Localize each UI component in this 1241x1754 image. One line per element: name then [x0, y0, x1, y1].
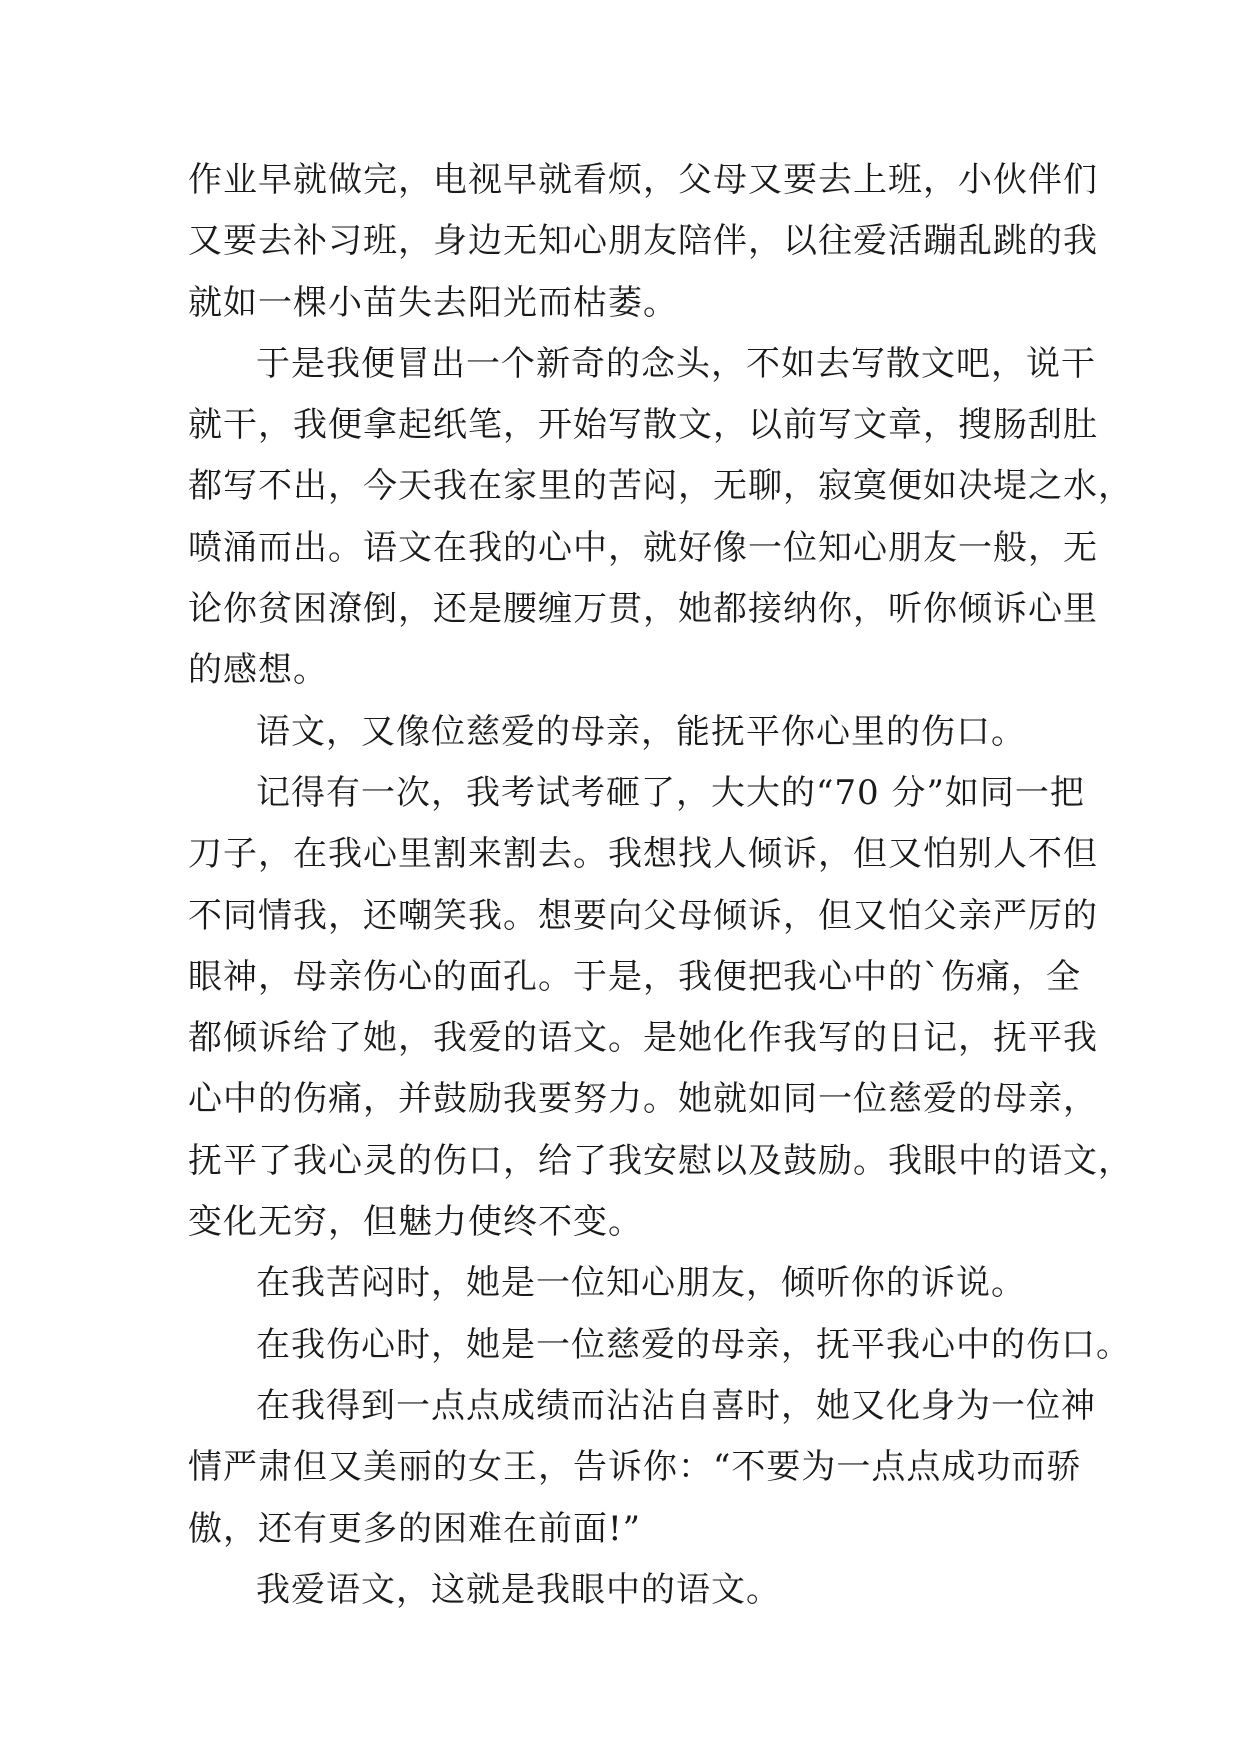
text-line: 都倾诉给了她，我爱的语文。是她化作我写的日记，抚平我 [188, 1018, 1098, 1059]
text-line: 抚平了我心灵的伤口，给了我安慰以及鼓励。我眼中的语文， [188, 1140, 1133, 1181]
paragraph-1 [188, 150, 1098, 334]
text-line: 我爱语文，这就是我眼中的语文。 [256, 1569, 781, 1610]
text-line: 记得有一次，我考试考砸了，大大的“70 分”如同一把 [256, 772, 1085, 813]
paragraph-2 [188, 334, 1133, 702]
text-line: 变化无穷，但魅力使终不变。 [188, 1202, 643, 1243]
text-line: 就干，我便拿起纸笔，开始写散文，以前写文章，搜肠刮肚 [188, 405, 1098, 446]
text-line: 在我伤心时，她是一位慈爱的母亲，抚平我心中的伤口。 [256, 1324, 1131, 1365]
paragraph-3 [188, 702, 1054, 763]
text-line: 眼神，母亲伤心的面孔。于是，我便把我心中的`伤痛，全 [188, 956, 1081, 997]
paragraph-5 [188, 1253, 1054, 1314]
text-line: 情严肃但又美丽的女王，告诉你：“不要为一点点成功而骄 [188, 1447, 1082, 1488]
text-line: 就如一棵小苗失去阳光而枯萎。 [188, 282, 678, 323]
text-line: 都写不出，今天我在家里的苦闷，无聊，寂寞便如决堤之水， [188, 466, 1133, 507]
text-line: 傲，还有更多的困难在前面!” [188, 1508, 642, 1549]
text-line: 心中的伤痛，并鼓励我要努力。她就如同一位慈爱的母亲， [188, 1079, 1098, 1120]
paragraph-4 [188, 763, 1133, 1253]
essay-body [188, 150, 1133, 1621]
text-line: 论你贫困潦倒，还是腰缠万贯，她都接纳你，听你倾诉心里 [188, 589, 1098, 630]
text-line: 作业早就做完，电视早就看烦，父母又要去上班，小伙伴们 [188, 160, 1098, 200]
text-line: 在我苦闷时，她是一位知心朋友，倾听你的诉说。 [256, 1263, 1026, 1304]
text-line: 不同情我，还嘲笑我。想要向父母倾诉，但又怕父亲严厉的 [188, 895, 1098, 936]
text-line: 在我得到一点点成绩而沾沾自喜时，她又化身为一位神 [256, 1385, 1096, 1426]
text-line: 的感想。 [188, 650, 328, 691]
text-line: 语文，又像位慈爱的母亲，能抚平你心里的伤口。 [256, 711, 1026, 752]
paragraph-8 [188, 1560, 1054, 1621]
paragraph-7 [188, 1376, 1096, 1560]
text-line: 于是我便冒出一个新奇的念头，不如去写散文吧，说干 [256, 343, 1096, 384]
paragraph-6 [188, 1315, 1131, 1376]
text-line: 刀子，在我心里割来割去。我想找人倾诉，但又怕别人不但 [188, 834, 1098, 875]
text-line: 喷涌而出。语文在我的心中，就好像一位知心朋友一般，无 [188, 527, 1098, 568]
text-line: 又要去补习班，身边无知心朋友陪伴，以往爱活蹦乱跳的我 [188, 221, 1098, 262]
